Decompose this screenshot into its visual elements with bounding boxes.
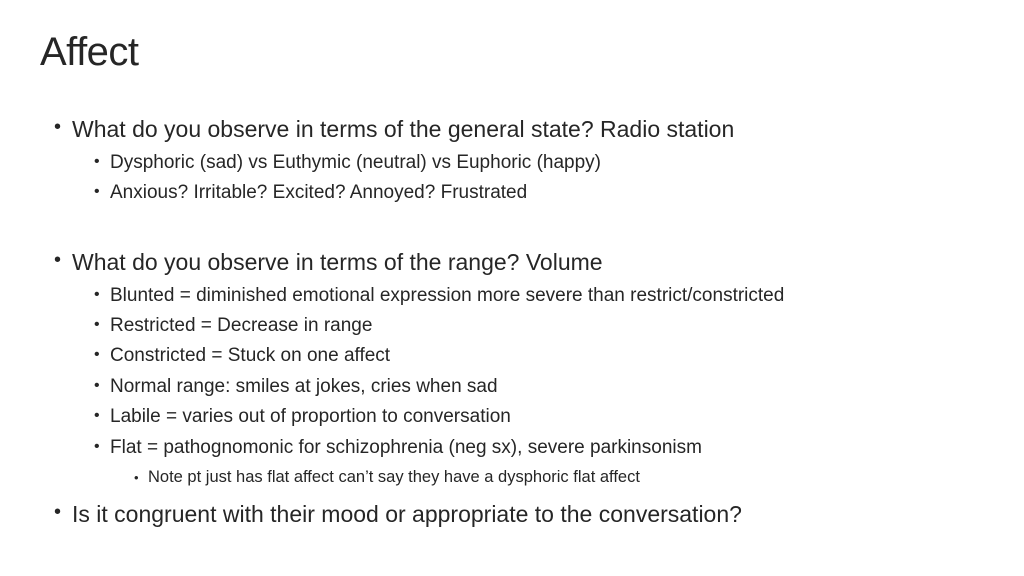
bullet-icon: • — [94, 346, 100, 363]
bullet-icon: • — [94, 438, 100, 455]
sub-bullet-item — [94, 315, 373, 337]
bullet-icon: • — [54, 501, 62, 523]
bullet-text: Constricted = Stuck on one affect — [110, 345, 391, 366]
sub-bullet-item — [94, 376, 498, 398]
bullet-icon: • — [94, 286, 100, 303]
bullet-item-congruent — [54, 501, 742, 528]
bullet-item-range — [54, 249, 603, 276]
sub-bullet-item — [94, 345, 391, 367]
bullet-text: Normal range: smiles at jokes, cries when sad — [110, 376, 498, 397]
sub-bullet-item — [94, 406, 511, 428]
bullet-item-general-state — [54, 116, 735, 143]
bullet-text: Flat = pathognomonic for schizophrenia (neg sx), severe parkinsonism — [110, 437, 702, 458]
bullet-text: Is it congruent with their mood or appropriate to the conversation? — [72, 501, 742, 527]
slide-title: Affect — [40, 30, 139, 74]
bullet-icon: • — [54, 249, 62, 271]
bullet-text: Labile = varies out of proportion to conversation — [110, 406, 511, 427]
bullet-icon: • — [54, 116, 62, 138]
bullet-text: What do you observe in terms of the range? Volume — [72, 249, 603, 275]
bullet-text: Dysphoric (sad) vs Euthymic (neutral) vs Euphoric (happy) — [110, 152, 602, 173]
bullet-text: Blunted = diminished emotional expression more severe than restrict/constricted — [110, 285, 785, 306]
bullet-text: What do you observe in terms of the general state? Radio station — [72, 116, 735, 142]
sub-bullet-item — [94, 285, 785, 307]
bullet-text: Restricted = Decrease in range — [110, 315, 373, 336]
bullet-text: Note pt just has flat affect can’t say they have a dysphoric flat affect — [148, 468, 640, 486]
bullet-icon: • — [94, 377, 100, 394]
bullet-text: Anxious? Irritable? Excited? Annoyed? Frustrated — [110, 182, 528, 203]
sub-bullet-item — [94, 152, 602, 174]
sub-bullet-item — [94, 437, 702, 459]
bullet-icon: • — [94, 153, 100, 170]
bullet-icon: • — [134, 470, 139, 485]
bullet-icon: • — [94, 183, 100, 200]
bullet-icon: • — [94, 316, 100, 333]
sub-bullet-item — [94, 182, 528, 204]
bullet-icon: • — [94, 407, 100, 424]
sub-sub-bullet-item — [134, 468, 640, 487]
